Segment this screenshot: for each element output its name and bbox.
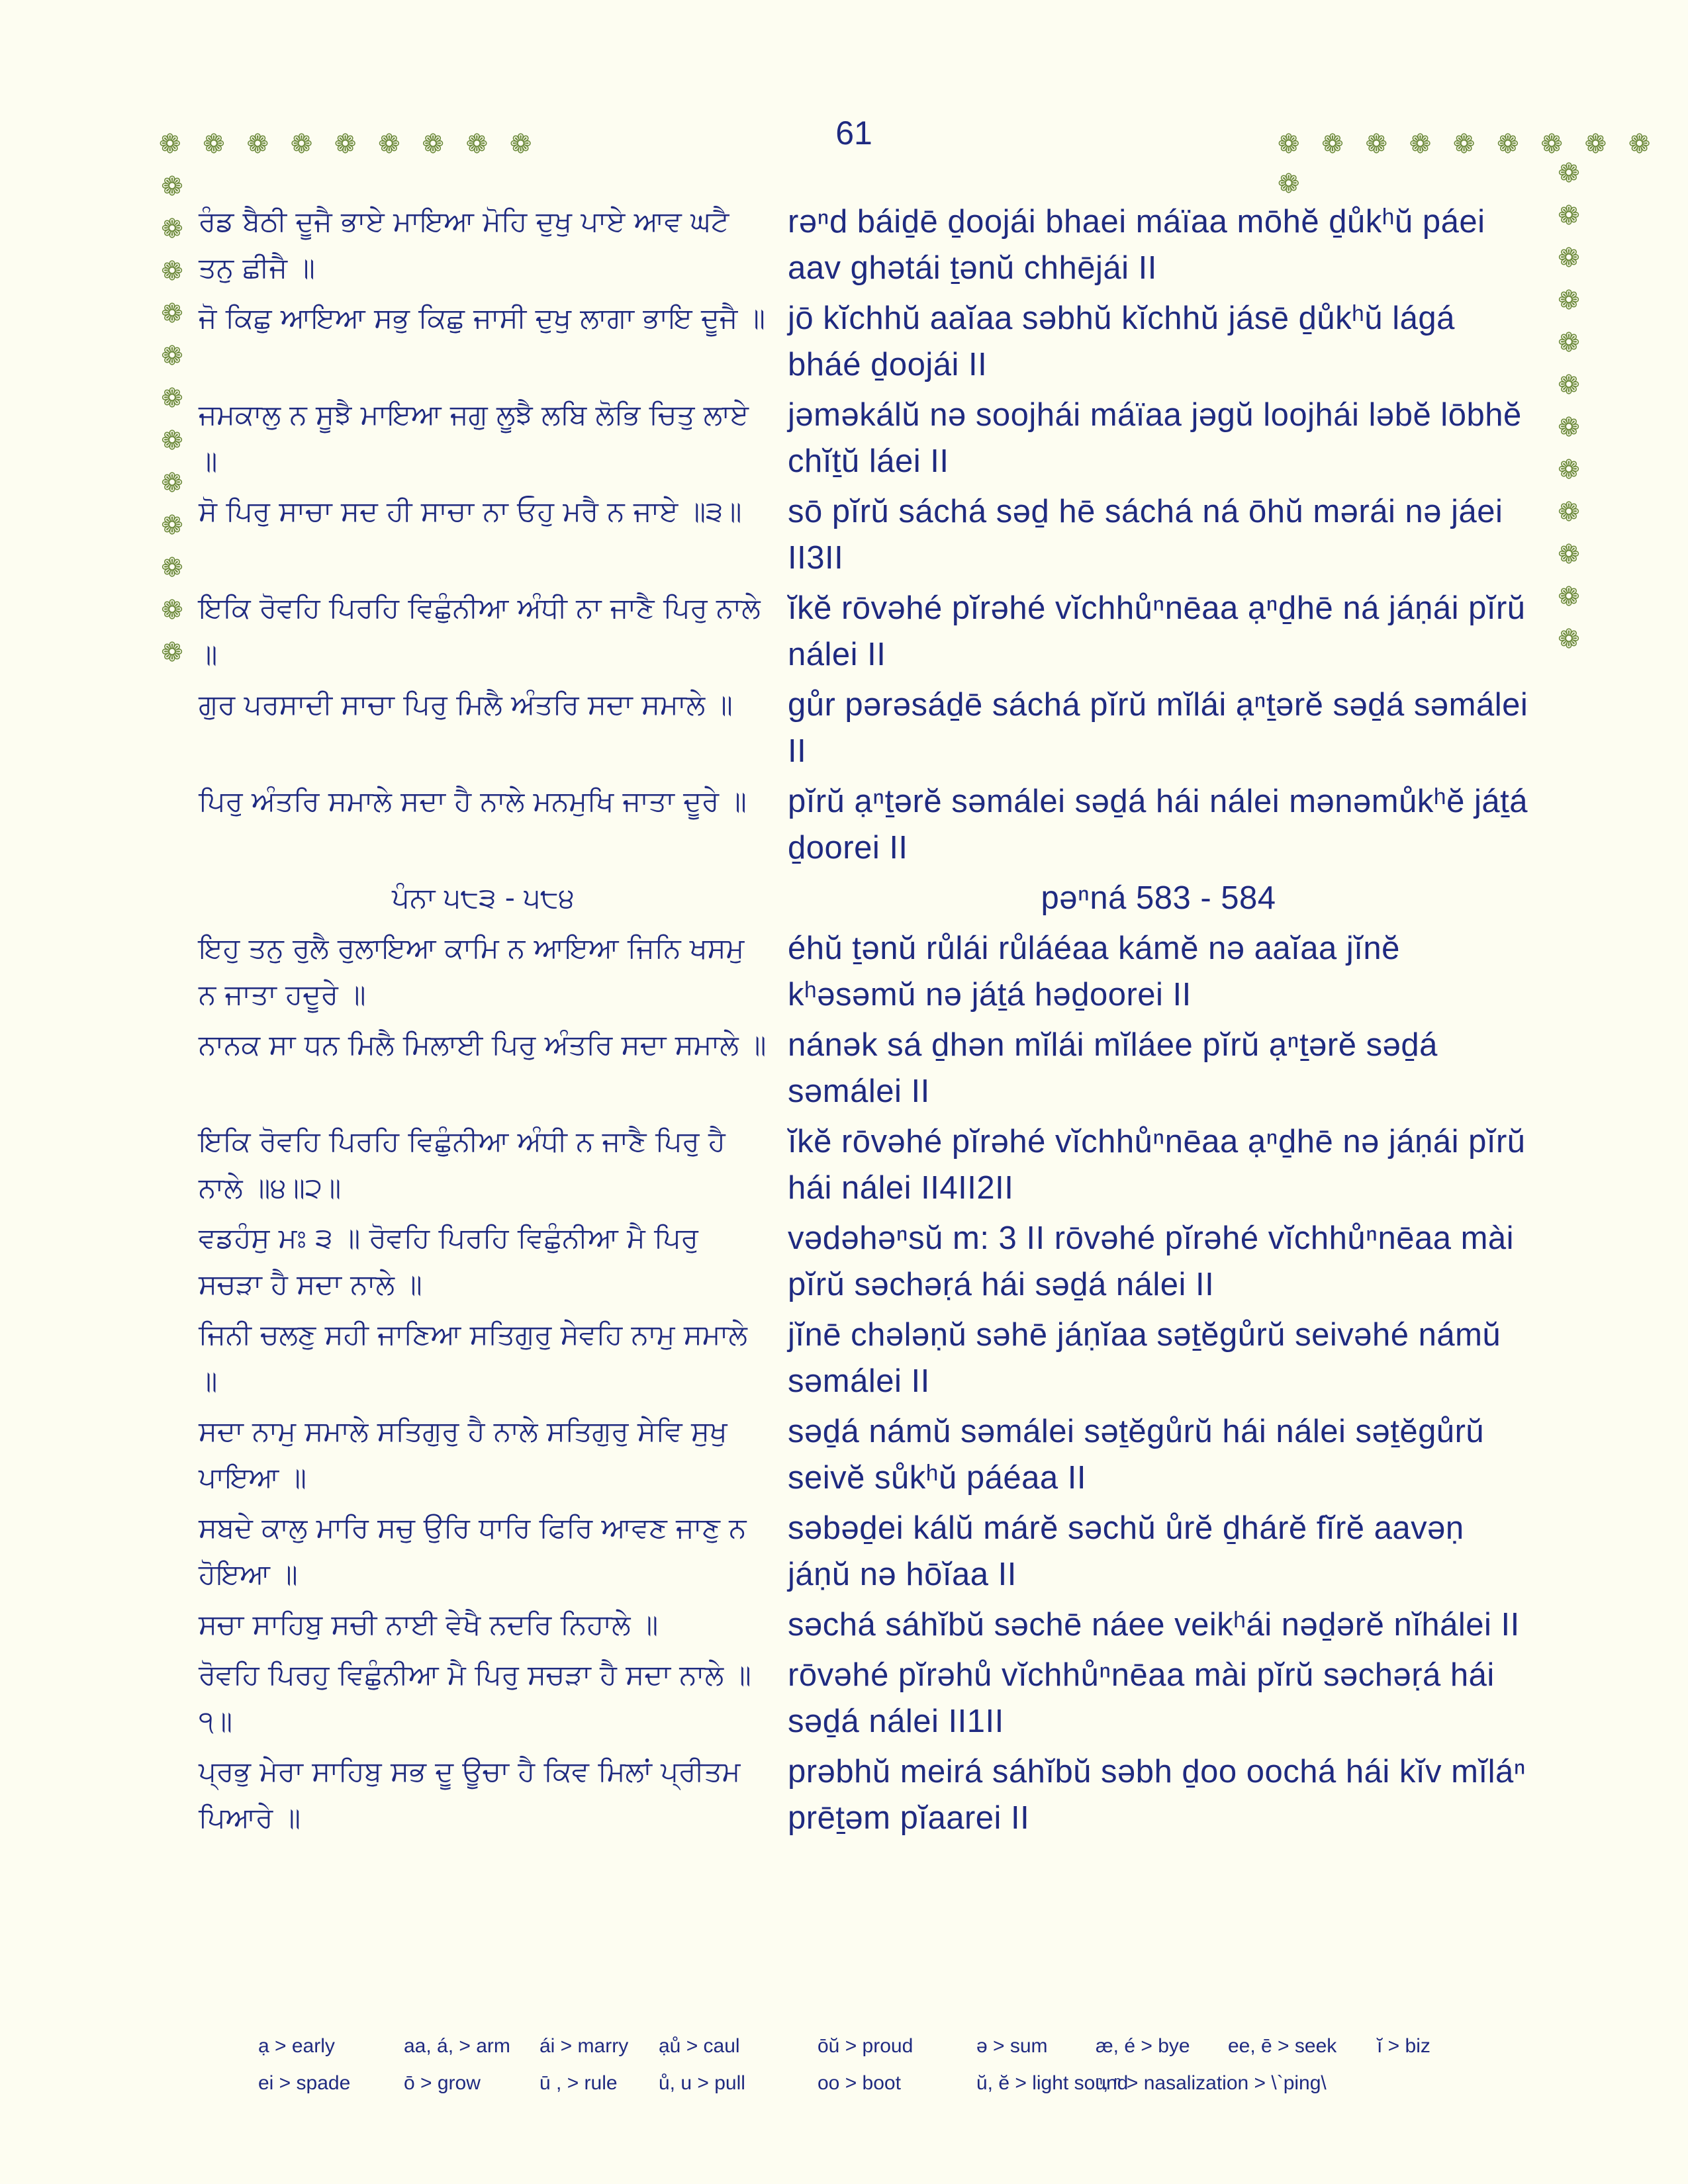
- flower-ornament: ❁: [1558, 201, 1580, 231]
- flower-ornament: ❁: [161, 637, 183, 668]
- verse-row: [199, 778, 1536, 871]
- gurmukhi-verse: ਪ੍ਰਭੁ ਮੇਰਾ ਸਾਹਿਬੁ ਸਭ ਦੂ ਊਚਾ ਹੈ ਕਿਵ ਮਿਲਾਂ ਪ੍ਰੀਤਮ ਪਿਆਰੇ ॥: [199, 1755, 741, 1834]
- verse-table: [199, 199, 1536, 1845]
- section-heading-transliteration: pəⁿná 583 - 584: [1041, 880, 1276, 916]
- legend-item: oo > boot: [818, 2072, 901, 2094]
- verse-row: [199, 199, 1536, 291]
- verse-row: [199, 585, 1536, 678]
- gurmukhi-verse: ਰੋਵਹਿ ਪਿਰਹੁ ਵਿਛੁੰਨੀਆ ਮੈ ਪਿਰੁ ਸਚੜਾ ਹੈ ਸਦਾ ਨਾਲੇ ॥੧॥: [199, 1659, 751, 1737]
- legend-item: ō > grow: [404, 2072, 481, 2094]
- verse-row: [199, 1022, 1536, 1115]
- transliteration-verse: éhŭ ṯənŭ růlái růláéaa kámĕ nə aaĭaa jĭnĕ kʰəsəmŭ nə jáṯá həḏoorei II: [788, 931, 1400, 1013]
- flower-ornament: ❁: [1558, 243, 1580, 273]
- verse-row: [199, 925, 1536, 1018]
- gurmukhi-verse: ਵਡਹੰਸੁ ਮਃ ੩ ॥ ਰੋਵਹਿ ਪਿਰਹਿ ਵਿਛੁੰਨੀਆ ਮੈ ਪਿਰੁ ਸਚੜਾ ਹੈ ਸਦਾ ਨਾਲੇ ॥: [199, 1222, 698, 1300]
- flower-ornament: ❁: [161, 214, 183, 244]
- flower-ornament: ❁: [161, 553, 183, 583]
- flower-ornament: ❁: [161, 426, 183, 456]
- legend-item: ạ > early: [258, 2035, 335, 2057]
- legend-item: ạů > caul: [659, 2035, 740, 2057]
- gurmukhi-verse: ਪਿਰੁ ਅੰਤਰਿ ਸਮਾਲੇ ਸਦਾ ਹੈ ਨਾਲੇ ਮਨਮੁਖਿ ਜਾਤਾ ਦੂਰੇ ॥: [199, 785, 747, 817]
- transliteration-verse: prəbhŭ meirá sáhĭbŭ səbh ḏoo oochá hái kĭv mĭláⁿ prēṯəm pĭaarei II: [788, 1754, 1526, 1836]
- flower-ornament: ❁: [1558, 328, 1580, 358]
- section-heading-row: [199, 875, 1536, 921]
- verse-row: [199, 295, 1536, 388]
- transliteration-verse: jĭnē chələṇŭ səhē jáṇĭaa səṯĕgůrŭ seivəhé námŭ səmálei II: [788, 1317, 1501, 1399]
- gurmukhi-verse: ਸਚਾ ਸਾਹਿਬੁ ਸਚੀ ਨਾਈ ਵੇਖੈ ਨਦਰਿ ਨਿਹਾਲੇ ॥: [199, 1608, 659, 1641]
- transliteration-verse: pĭrŭ ạⁿṯərĕ səmálei səḏá hái nálei mənəmůkʰĕ jáṯá ḏoorei II: [788, 784, 1528, 866]
- flower-ornament: ❁: [161, 595, 183, 625]
- gurmukhi-verse: ਜਮਕਾਲੁ ਨ ਸੂਝੈ ਮਾਇਆ ਜਗੁ ਲੂਝੈ ਲਬਿ ਲੋਭਿ ਚਿਤੁ ਲਾਏ ॥: [199, 398, 749, 477]
- flower-ornament: ❁: [161, 510, 183, 541]
- legend-item: ū , > rule: [539, 2072, 618, 2094]
- transliteration-verse: sō pĭrŭ sáchá səḏ hē sáchá ná ōhŭ mərái nə jáei II3II: [788, 494, 1503, 576]
- legend-item: ə > sum: [976, 2035, 1048, 2057]
- flower-ornament: ❁: [1558, 539, 1580, 570]
- verse-row: [199, 392, 1536, 484]
- gurmukhi-verse: ਸਦਾ ਨਾਮੁ ਸਮਾਲੇ ਸਤਿਗੁਰੁ ਹੈ ਨਾਲੇ ਸਤਿਗੁਰੁ ਸੇਵਿ ਸੁਖੁ ਪਾਇਆ ॥: [199, 1415, 727, 1494]
- transliteration-verse: vədəhəⁿsŭ m: 3 II rōvəhé pĭrəhé vĭchhůⁿnēaa mài pĭrŭ səchəṛá hái səḏá nálei II: [788, 1220, 1515, 1302]
- gurmukhi-verse: ਸੋ ਪਿਰੁ ਸਾਚਾ ਸਦ ਹੀ ਸਾਚਾ ਨਾ ਓਹੁ ਮਰੈ ਨ ਜਾਏ ॥੩॥: [199, 495, 742, 527]
- transliteration-verse: ĭkĕ rōvəhé pĭrəhé vĭchhůⁿnēaa ạⁿḏhē ná jáṇái pĭrŭ nálei II: [788, 590, 1526, 672]
- flower-ornament: ❁: [161, 341, 183, 371]
- flower-ornament: ❁: [161, 468, 183, 498]
- decorative-flower-border-top-right: ❁ ❁ ❁ ❁ ❁ ❁ ❁ ❁ ❁ ❁: [1278, 129, 1658, 199]
- transliteration-verse: nánək sá ḏhən mĭlái mĭláee pĭrŭ ạⁿṯərĕ səḏá səmálei II: [788, 1027, 1438, 1109]
- gurmukhi-verse: ਗੁਰ ਪਰਸਾਦੀ ਸਾਚਾ ਪਿਰੁ ਮਿਲੈ ਅੰਤਰਿ ਸਦਾ ਸਮਾਲੇ ॥: [199, 688, 733, 721]
- flower-ornament: ❁: [1558, 582, 1580, 612]
- verse-row: [199, 1602, 1536, 1648]
- flower-ornament: ❁: [161, 256, 183, 287]
- legend-item: ŭ, ĕ > light sound: [976, 2072, 1129, 2094]
- transliteration-verse: ĭkĕ rōvəhé pĭrəhé vĭchhůⁿnēaa ạⁿḏhē nə jáṇái pĭrŭ hái nálei II4II2II: [788, 1124, 1526, 1206]
- gurmukhi-verse: ਇਹੁ ਤਨੁ ਰੁਲੈ ਰੁਲਾਇਆ ਕਾਮਿ ਨ ਆਇਆ ਜਿਨਿ ਖਸਮੁ ਨ ਜਾਤਾ ਹਦੂਰੇ ॥: [199, 932, 745, 1011]
- legend-item: ái > marry: [539, 2035, 629, 2057]
- flower-ornament: ❁: [161, 383, 183, 414]
- transliteration-verse: jəməkálŭ nə soojhái máïaa jəgŭ loojhái ləbĕ lōbhĕ chĭṯŭ láei II: [788, 397, 1522, 479]
- decorative-flower-border-top-left: ❁ ❁ ❁ ❁ ❁ ❁ ❁ ❁ ❁: [159, 129, 539, 159]
- gurmukhi-verse: ਜੋ ਕਿਛੁ ਆਇਆ ਸਭੁ ਕਿਛੁ ਜਾਸੀ ਦੁਖੁ ਲਾਗਾ ਭਾਇ ਦੂਜੈ ॥: [199, 302, 765, 334]
- verse-row: [199, 1408, 1536, 1501]
- decorative-flower-border-right: [1552, 152, 1585, 660]
- transliteration-verse: jō kĭchhŭ aaĭaa səbhŭ kĭchhŭ jásē ḏůkʰŭ lágá bháé ḏoojái II: [788, 300, 1455, 383]
- legend-row: [258, 2028, 1516, 2065]
- transliteration-verse: gůr pərəsáḏē sáchá pĭrŭ mĭlái ạⁿṯərĕ səḏá səmálei II: [788, 687, 1528, 769]
- legend-item: ee, ē > seek: [1228, 2035, 1337, 2057]
- flower-ornament: ❁: [1558, 285, 1580, 316]
- legend-item: æ, é > bye: [1096, 2035, 1190, 2057]
- decorative-flower-border-left: [156, 165, 189, 674]
- legend-item: ů, u > pull: [659, 2072, 745, 2094]
- verse-row: [199, 682, 1536, 774]
- pronunciation-legend: [258, 2028, 1516, 2102]
- page-number: 61: [835, 114, 872, 152]
- transliteration-verse: səḏá námŭ səmálei səṯĕgůrŭ hái nálei səṯĕgůrŭ seivĕ sůkʰŭ páéaa II: [788, 1414, 1485, 1496]
- gurmukhi-verse: ਇਕਿ ਰੋਵਹਿ ਪਿਰਹਿ ਵਿਛੁੰਨੀਆ ਅੰਧੀ ਨਾ ਜਾਣੈ ਪਿਰੁ ਨਾਲੇ ॥: [199, 592, 761, 670]
- verse-row: [199, 1118, 1536, 1211]
- flower-ornament: ❁: [161, 171, 183, 202]
- flower-ornament: ❁: [1558, 370, 1580, 400]
- legend-item: aa, á, > arm: [404, 2035, 510, 2057]
- gurmukhi-verse: ਰੰਡ ਬੈਠੀ ਦੂਜੈ ਭਾਏ ਮਾਇਆ ਮੋਹਿ ਦੁਖੁ ਪਾਏ ਆਵ ਘਟੈ ਤਨੁ ਛੀਜੈ ॥: [199, 205, 729, 284]
- verse-row: [199, 1312, 1536, 1404]
- transliteration-verse: rōvəhé pĭrəhů vĭchhůⁿnēaa mài pĭrŭ səchəṛá hái səḏá nálei II1II: [788, 1657, 1495, 1739]
- flower-ornament: ❁: [161, 298, 183, 329]
- gurmukhi-verse: ਸਬਦੇ ਕਾਲੁ ਮਾਰਿ ਸਚੁ ਉਰਿ ਧਾਰਿ ਫਿਰਿ ਆਵਣ ਜਾਣੁ ਨ ਹੋਇਆ ॥: [199, 1512, 747, 1590]
- gurmukhi-verse: ਜਿਨੀ ਚਲਣੁ ਸਹੀ ਜਾਣਿਆ ਸਤਿਗੁਰੁ ਸੇਵਹਿ ਨਾਮੁ ਸਮਾਲੇ ॥: [199, 1318, 747, 1397]
- transliteration-verse: səchá sáhĭbŭ səchē náee veikʰái nəḏərĕ nĭhálei II: [788, 1607, 1520, 1643]
- verse-row: [199, 1215, 1536, 1308]
- flower-ornament: ❁: [1558, 455, 1580, 485]
- legend-item: ⁿ, ⁿ > nasalization > \`ping\: [1096, 2072, 1327, 2094]
- legend-item: ei > spade: [258, 2072, 351, 2094]
- verse-row: [199, 488, 1536, 581]
- legend-item: ōŭ > proud: [818, 2035, 914, 2057]
- flower-ornament: ❁: [1558, 412, 1580, 443]
- transliteration-verse: rəⁿd báiḏē ḏoojái bhaei máïaa mōhĕ ḏůkʰŭ páei aav ghətái ṯənŭ chhējái II: [788, 204, 1485, 286]
- gurmukhi-verse: ਇਕਿ ਰੋਵਹਿ ਪਿਰਹਿ ਵਿਛੁੰਨੀਆ ਅੰਧੀ ਨ ਜਾਣੈ ਪਿਰੁ ਹੈ ਨਾਲੇ ॥੪॥੨॥: [199, 1125, 726, 1204]
- verse-row: [199, 1652, 1536, 1745]
- legend-row: [258, 2065, 1516, 2102]
- verse-row: [199, 1505, 1536, 1598]
- legend-item: ĭ > biz: [1377, 2035, 1430, 2057]
- flower-ornament: ❁: [1558, 497, 1580, 527]
- transliteration-verse: səbəḏei kálŭ márĕ səchŭ ůrĕ ḏhárĕ fĭrĕ aavəṇ jáṇŭ nə hōĭaa II: [788, 1510, 1464, 1592]
- flower-ornament: ❁: [1558, 624, 1580, 655]
- flower-ornament: ❁: [1558, 158, 1580, 189]
- verse-row: [199, 1749, 1536, 1841]
- gurmukhi-verse: ਨਾਨਕ ਸਾ ਧਨ ਮਿਲੈ ਮਿਲਾਈ ਪਿਰੁ ਅੰਤਰਿ ਸਦਾ ਸਮਾਲੇ ॥: [199, 1028, 767, 1061]
- section-heading-gurmukhi: ਪੰਨਾ ੫੮੩ - ੫੮੪: [392, 882, 575, 914]
